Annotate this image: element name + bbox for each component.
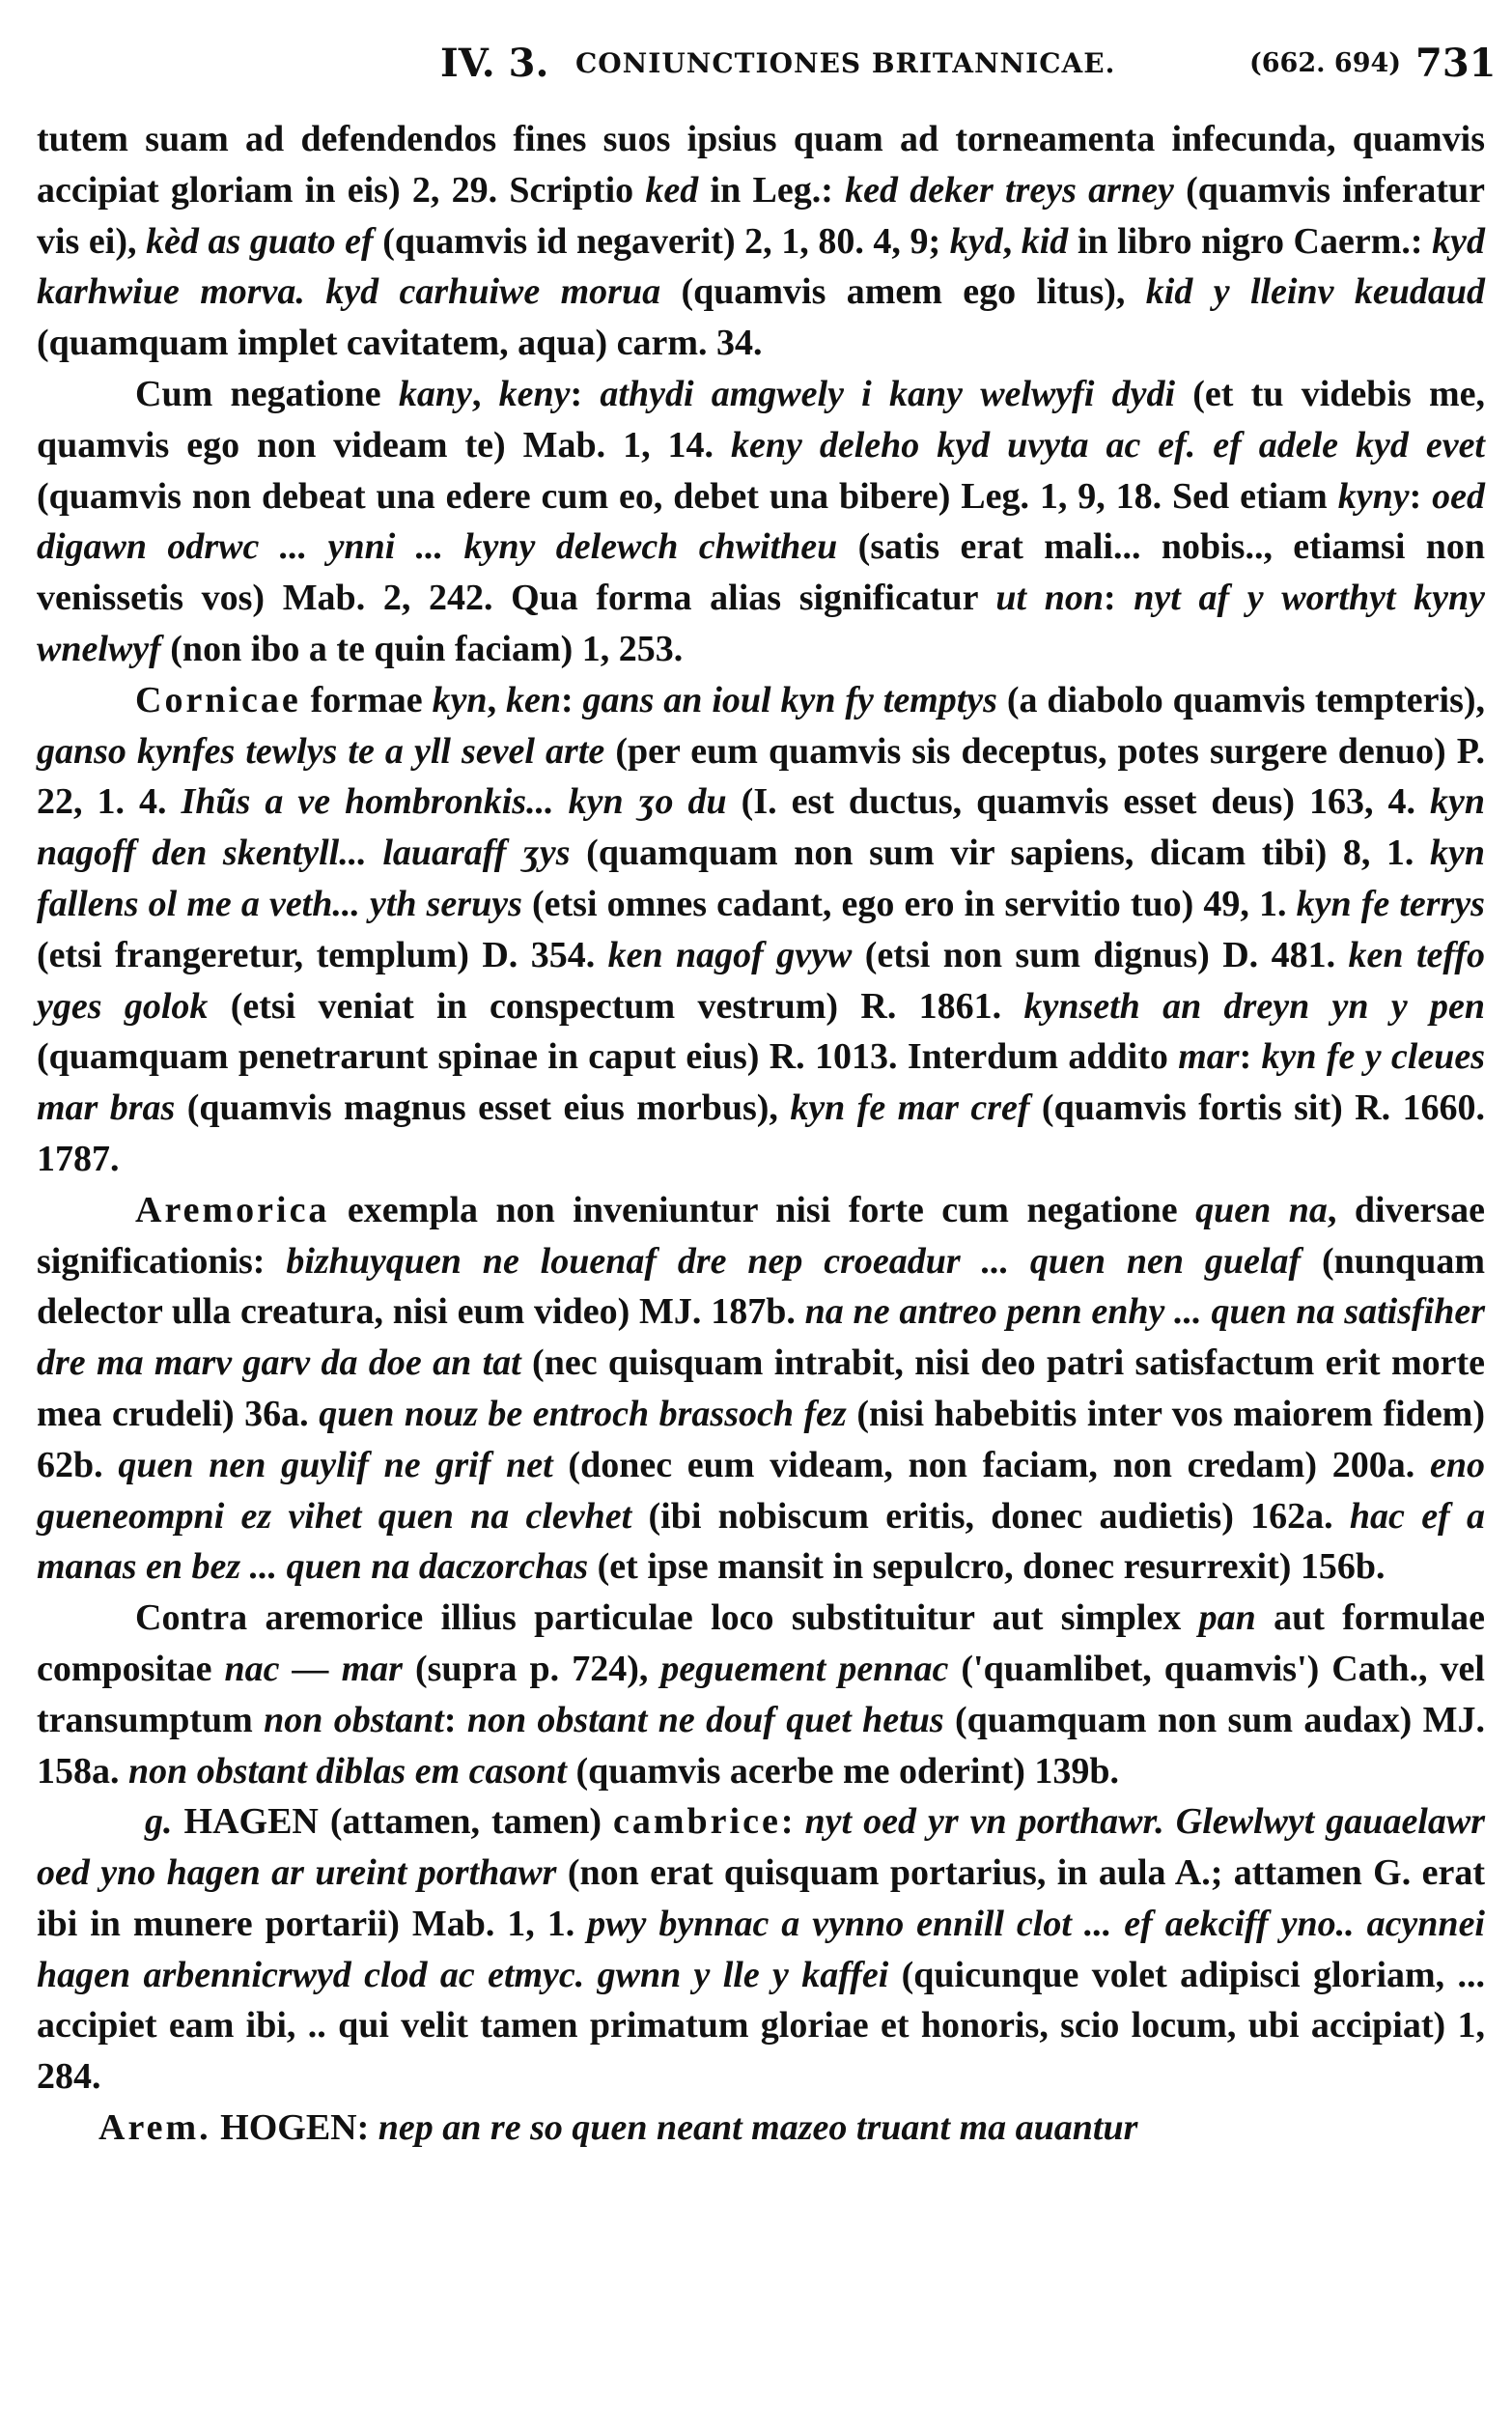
text-run: ,	[487, 679, 506, 720]
italic-citation: keny deleho kyd uvyta ac ef. ef adele kyd evet	[731, 424, 1485, 466]
body-text	[37, 114, 1485, 2154]
italic-citation: non obstant	[264, 1699, 444, 1740]
italic-citation: ganso kynfes tewlys te a yll sevel arte	[37, 730, 605, 772]
text-run: (quamvis non debeat una edere cum eo, debet una bibere) Leg. 1, 9, 18. Sed etiam	[37, 475, 1338, 517]
text-run: in Leg.:	[698, 169, 846, 211]
italic-citation: quen na	[1195, 1189, 1328, 1230]
italic-citation: kyn nagoff den skentyll... lauaraff ʒys	[37, 781, 1485, 874]
italic-citation: g.	[145, 1801, 173, 1843]
spaced-term: Aremorica	[135, 1189, 330, 1230]
text-run: ,	[471, 373, 499, 414]
page-number: 731	[1415, 41, 1497, 86]
italic-citation: quen nen guylif ne grif net	[118, 1444, 553, 1485]
paragraph-1	[37, 114, 1485, 369]
italic-citation: oed digawn odrwc ... ynni ... kyny delewch chwitheu	[37, 475, 1485, 568]
italic-citation: mar	[1178, 1036, 1240, 1078]
text-run: (quamquam implet cavitatem, aqua) carm. 34.	[37, 323, 763, 364]
text-run: :	[1239, 1036, 1262, 1078]
italic-citation: kyn	[432, 679, 488, 720]
text-run: (non ibo a te quin faciam) 1, 253.	[160, 628, 684, 669]
chapter-title: CONIUNCTIONES BRITANNICAE.	[575, 47, 1116, 79]
text-run: HOGEN:	[210, 2107, 378, 2149]
text-run: (non erat quisquam portarius, in aula A.; attamen G. erat ibi in munere portarii) Mab. 1, 1.	[37, 1852, 1485, 1944]
text-run: (nunquam delector ulla creatura, nisi eum video) MJ. 187b.	[37, 1240, 1485, 1333]
text-run: :	[560, 679, 583, 720]
text-run: (quamquam penetrarunt spinae in caput eius) R. 1013. Interdum addito	[37, 1036, 1179, 1078]
italic-citation: nac — mar	[224, 1648, 403, 1689]
italic-citation: ken nagof gvyw	[607, 934, 853, 975]
italic-citation: kèd as guato ef	[146, 220, 374, 262]
italic-citation: ut non	[995, 578, 1105, 619]
italic-citation: nyt af y worthyt kyny wnelwyf	[37, 578, 1485, 669]
italic-citation: pwy bynnac a vynno ennill clot ... ef aekciff yno.. acynnei hagen arbennicrwyd clod ac etmyc. gwnn y lle y kaffei	[37, 1903, 1485, 1995]
italic-citation: kyn fe terrys	[1296, 883, 1485, 924]
text-run: (quamvis amem ego litus),	[660, 271, 1146, 313]
text-run: (donec eum videam, non faciam, non credam) 200a.	[552, 1444, 1430, 1485]
text-run: :	[570, 373, 601, 414]
italic-citation: kyd karhwiue morva. kyd carhuiwe morua	[37, 220, 1485, 313]
italic-citation: non obstant ne douf quet hetus	[466, 1699, 944, 1740]
text-run: , diversae significationis:	[37, 1189, 1485, 1282]
text-run: (et ipse mansit in sepulcro, donec resurrexit) 156b.	[588, 1546, 1386, 1588]
spaced-term: Cornicae	[135, 679, 301, 720]
text-run: (etsi omnes cadant, ego ero in servitio tuo) 49, 1.	[521, 883, 1297, 924]
text-run: (quamquam non sum vir sapiens, dicam tibi) 8, 1.	[570, 833, 1430, 874]
text-run: :	[1409, 475, 1433, 517]
italic-citation: kany	[398, 373, 472, 414]
text-run: tutem suam ad defendendos fines suos ipsius quam ad torneamenta infecunda, quamvis accipiat gloriam in eis) 2, 29. Scriptio	[37, 119, 1485, 211]
text-run: Contra aremorice illius particulae loco substituitur aut simplex	[135, 1597, 1199, 1639]
italic-citation: non obstant diblas em casont	[128, 1750, 567, 1792]
text-run: ('quamlibet, quamvis') Cath., vel transumptum	[37, 1648, 1485, 1740]
italic-citation: nyt oed yr vn porthawr. Glewlwyt gauaelawr oed yno hagen ar ureint porthawr	[37, 1801, 1486, 1894]
text-run: (a diabolo quamvis tempteris),	[996, 679, 1486, 720]
text-run: (nisi habebitis inter vos maiorem fidem) 62b.	[37, 1393, 1485, 1485]
text-run: (etsi frangeretur, templum) D. 354.	[37, 934, 608, 975]
running-header	[35, 35, 1497, 93]
italic-citation: kyny	[1337, 475, 1410, 517]
text-run: (et tu videbis me, quamvis ego non videam te) Mab. 1, 14.	[37, 373, 1485, 466]
text-run: (etsi veniat in conspectum vestrum) R. 1861.	[208, 985, 1024, 1027]
text-run: (I. est ductus, quamvis esset deus) 163, 4.	[726, 781, 1430, 823]
italic-citation: ken teffo yges golok	[37, 934, 1485, 1027]
text-run: formae	[300, 679, 433, 720]
paragraph-7	[37, 2103, 1485, 2154]
paragraph-4	[37, 1185, 1485, 1593]
text-run: :	[780, 1801, 805, 1843]
text-run: :	[1104, 578, 1134, 619]
italic-citation: hac ef a manas en bez ... quen na daczorchas	[37, 1495, 1485, 1588]
spaced-term: cambrice	[613, 1801, 781, 1843]
italic-citation: nep an re so quen neant mazeo truant ma auantur	[378, 2107, 1138, 2149]
paragraph-5	[37, 1593, 1485, 1796]
italic-citation: peguement pennac	[660, 1648, 949, 1689]
italic-citation: Ihũs a ve hombronkis... kyn ʒo du	[181, 781, 727, 823]
italic-citation: kyn fallens ol me a veth... yth seruys	[37, 833, 1485, 924]
text-run: (quamvis fortis sit) R. 1660. 1787.	[37, 1087, 1486, 1179]
text-run: exempla non inveniuntur nisi forte cum negatione	[329, 1189, 1196, 1230]
text-run: (quicunque volet adipisci gloriam, ... accipiet eam ibi, .. qui velit tamen primatum gloriae et honoris, scio locum, ubi accipiat) 1, 284.	[37, 1954, 1486, 2098]
italic-citation: bizhuyquen ne louenaf dre nep croeadur ... quen nen guelaf	[286, 1240, 1302, 1282]
italic-citation: kyn fe mar cref	[790, 1087, 1030, 1129]
italic-citation: ken	[505, 679, 561, 720]
italic-citation: quen nouz be entroch brassoch fez	[319, 1393, 847, 1434]
italic-citation: pan	[1198, 1597, 1256, 1639]
text-run: (supra p. 724),	[402, 1648, 661, 1689]
spaced-term: Arem.	[98, 2107, 211, 2149]
text-run: aut formulae compositae	[37, 1597, 1485, 1689]
text-run: (nec quisquam intrabit, nisi deo patri satisfactum erit morte mea crudeli) 36a.	[37, 1342, 1485, 1434]
text-run: Cum negatione	[135, 373, 399, 414]
italic-citation: kynseth an dreyn yn y pen	[1023, 985, 1485, 1027]
paragraph-6	[37, 1796, 1485, 2103]
paragraph-3	[37, 675, 1485, 1185]
paragraph-2	[37, 369, 1485, 675]
text-run: HAGEN (attamen, tamen)	[172, 1801, 614, 1843]
text-run: (quamvis acerbe me oderint) 139b.	[566, 1750, 1120, 1792]
text-run: (ibi nobiscum eritis, donec audietis) 162a.	[631, 1495, 1350, 1537]
text-run: (per eum quamvis sis deceptus, potes surgere denuo) P. 22, 1. 4.	[37, 730, 1486, 823]
text-run: ,	[1002, 220, 1022, 262]
paragraph-reference: (662. 694)	[1249, 48, 1402, 78]
text-run: (quamvis inferatur vis ei),	[37, 169, 1485, 262]
italic-citation: ked deker treys arney	[845, 169, 1174, 211]
italic-citation: kyd	[949, 220, 1003, 262]
text-run: (quamvis magnus esset eius morbus),	[175, 1087, 791, 1129]
text-run: (quamquam non sum audax) MJ. 158a.	[37, 1699, 1485, 1792]
text-run: :	[443, 1699, 467, 1740]
italic-citation: keny	[498, 373, 571, 414]
italic-citation: ked	[645, 169, 699, 211]
italic-citation: gans an ioul kyn fy temptys	[582, 679, 997, 720]
section-number: IV. 3.	[440, 41, 549, 86]
italic-citation: kyn fe y cleues mar bras	[37, 1036, 1485, 1129]
text-run: (quamvis id negaverit) 2, 1, 80. 4, 9;	[373, 220, 950, 262]
italic-citation: athydi amgwely i kany welwyfi dydi	[600, 373, 1176, 414]
italic-citation: na ne antreo penn enhy ... quen na satisfiher dre ma marv garv da doe an tat	[37, 1291, 1486, 1384]
italic-citation: eno gueneompni ez vihet quen na clevhet	[37, 1444, 1485, 1537]
italic-citation: kid	[1021, 220, 1069, 262]
text-run: in libro nigro Caerm.:	[1068, 220, 1433, 262]
text-run: (etsi non sum dignus) D. 481.	[852, 934, 1349, 975]
text-run: (satis erat mali... nobis.., etiamsi non venissetis vos) Mab. 2, 242. Qua forma alias significatur	[37, 526, 1485, 619]
italic-citation: kid y lleinv keudaud	[1145, 271, 1485, 313]
